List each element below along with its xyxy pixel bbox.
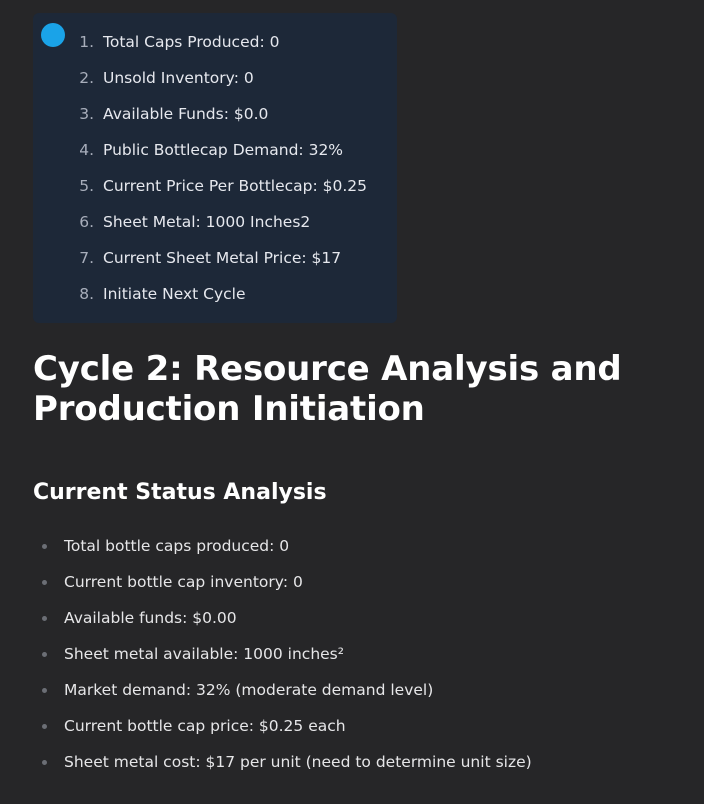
status-item: [33, 211, 367, 247]
status-item: [33, 139, 367, 175]
list-item: [0, 571, 532, 607]
status-item: [33, 175, 367, 211]
status-item-text: Unsold Inventory: 0: [103, 69, 254, 87]
list-item: [0, 751, 532, 787]
list-item-text: Market demand: 32% (moderate demand level): [64, 681, 434, 699]
bullet-icon: [42, 688, 47, 693]
list-item-text: Total bottle caps produced: 0: [64, 537, 290, 555]
status-item: [33, 67, 367, 103]
status-item: [33, 103, 367, 139]
analysis-list: [0, 535, 532, 787]
status-item-number: 8.: [79, 285, 94, 303]
status-item-number: 2.: [79, 69, 94, 87]
bullet-icon: [42, 544, 47, 549]
status-item-text: Current Price Per Bottlecap: $0.25: [103, 177, 368, 195]
status-item-text: Current Sheet Metal Price: $17: [103, 249, 342, 267]
bullet-icon: [42, 616, 47, 621]
section-title: Current Status Analysis: [33, 480, 327, 505]
status-item-number: 5.: [79, 177, 94, 195]
bullet-icon: [42, 580, 47, 585]
status-item-number: 1.: [79, 33, 94, 51]
bullet-icon: [42, 724, 47, 729]
list-item: [0, 535, 532, 571]
status-list: [33, 31, 367, 319]
status-item-initiate-next-cycle: [33, 283, 367, 319]
list-item-text: Available funds: $0.00: [64, 609, 237, 627]
status-item-text: Available Funds: $0.0: [103, 105, 269, 123]
list-item-text: Sheet metal cost: $17 per unit (need to determine unit size): [64, 753, 532, 771]
status-item-text: Initiate Next Cycle: [103, 285, 246, 303]
bullet-icon: [42, 652, 47, 657]
status-item: [33, 247, 367, 283]
status-item-text: Total Caps Produced: 0: [103, 33, 280, 51]
status-item-text: Public Bottlecap Demand: 32%: [103, 141, 344, 159]
status-item: [33, 31, 367, 67]
status-item-number: 4.: [79, 141, 94, 159]
status-item-text: Sheet Metal: 1000 Inches2: [103, 213, 311, 231]
page-title: Cycle 2: Resource Analysis and Production Initiation: [33, 349, 622, 429]
list-item-text: Sheet metal available: 1000 inches²: [64, 645, 344, 663]
list-item: [0, 643, 532, 679]
status-item-number: 6.: [79, 213, 94, 231]
bullet-icon: [42, 760, 47, 765]
list-item: [0, 715, 532, 751]
list-item: [0, 607, 532, 643]
list-item-text: Current bottle cap inventory: 0: [64, 573, 303, 591]
status-card: [33, 13, 397, 323]
status-item-number: 7.: [79, 249, 94, 267]
status-item-number: 3.: [79, 105, 94, 123]
list-item-text: Current bottle cap price: $0.25 each: [64, 717, 346, 735]
list-item: [0, 679, 532, 715]
